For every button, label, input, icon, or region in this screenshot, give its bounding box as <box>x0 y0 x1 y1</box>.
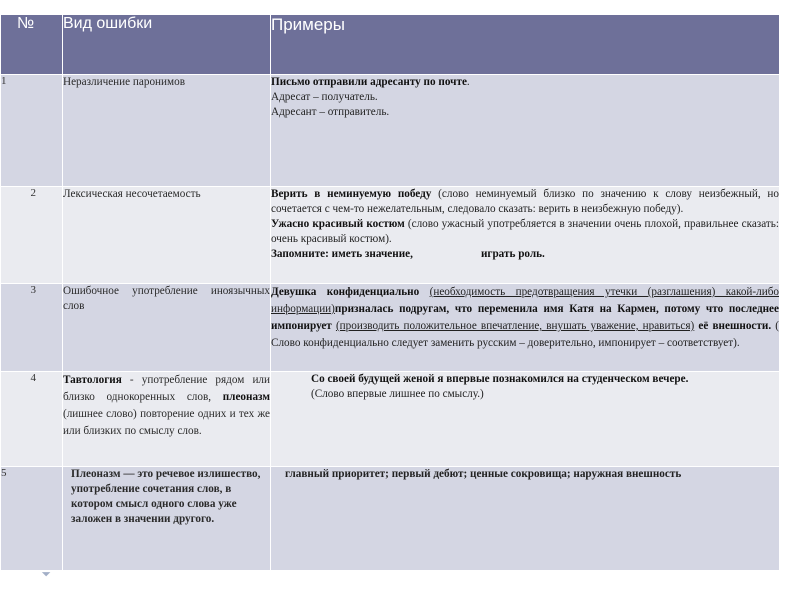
errors-table <box>0 14 780 571</box>
example-note: Запомните: иметь значение, играть роль. <box>271 248 545 260</box>
table-row <box>1 187 780 284</box>
error-type: Лексическая несочетаемость <box>63 187 271 284</box>
row-number: 5 <box>1 467 63 571</box>
example-line: Письмо отправили адресанту по почте. <box>271 76 470 88</box>
table-row <box>1 284 780 372</box>
header-number: № <box>1 15 63 75</box>
example-line: Адресат – получатель. <box>271 91 378 103</box>
examples-cell <box>271 372 780 467</box>
table-row <box>1 372 780 467</box>
header-error-type: Вид ошибки <box>63 15 271 75</box>
row-number: 4 <box>1 372 63 467</box>
example-note: (Слово впервые лишнее по смыслу.) <box>311 388 484 400</box>
row-number: 3 <box>1 284 63 372</box>
example-sentence: Со своей будущей женой я впервые познакомился на студенческом вечере. <box>311 373 689 385</box>
table-row <box>1 75 780 187</box>
row-number: 2 <box>1 187 63 284</box>
examples-cell <box>271 187 780 284</box>
table-row <box>1 467 780 571</box>
example-paragraph: Верить в неминуемую победу (слово неминуемый близко по значению к слову неизбежный, но сочетается с чем-то нежелательным, следовало сказать: верить в неизбежную победу). <box>271 188 780 215</box>
examples-cell <box>271 75 780 187</box>
examples-cell: главный приоритет; первый дебют; ценные сокровища; наружная внешность <box>271 467 780 571</box>
row-number: 1 <box>1 75 63 187</box>
header-examples: Примеры <box>271 15 780 75</box>
error-type: Ошибочное употребление иноязычных слов <box>63 284 271 372</box>
examples-cell: Девушка конфиденциально (необходимость предотвращения утечки (разглашения) какой-либо информации)призналась подругам, что переменила имя Катя на Кармен, потому что последнее импонирует (производить положительное впечатление, внушать уважение, нравиться) её внешности. ( Слово конфиденциально следует заменить русским – доверительно, импонирует – соответствует). <box>271 284 780 372</box>
error-type: Неразличение паронимов <box>63 75 271 187</box>
example-paragraph: Ужасно красивый костюм (слово ужасный употребляется в значении очень плохой, правильнее сказать: очень красивый костюм). <box>271 218 779 245</box>
error-type: Плеоназм — это речевое излишество, употребление сочетания слов, в котором смысл одного слова уже заложен в значении другого. <box>63 467 271 571</box>
example-line: Адресант – отправитель. <box>271 106 390 118</box>
error-type: Тавтология - употребление рядом или близко однокоренных слов, плеоназм (лишнее слово) повторение одних и тех же или близких по смыслу слов. <box>63 372 271 467</box>
table-header-row <box>1 15 780 75</box>
